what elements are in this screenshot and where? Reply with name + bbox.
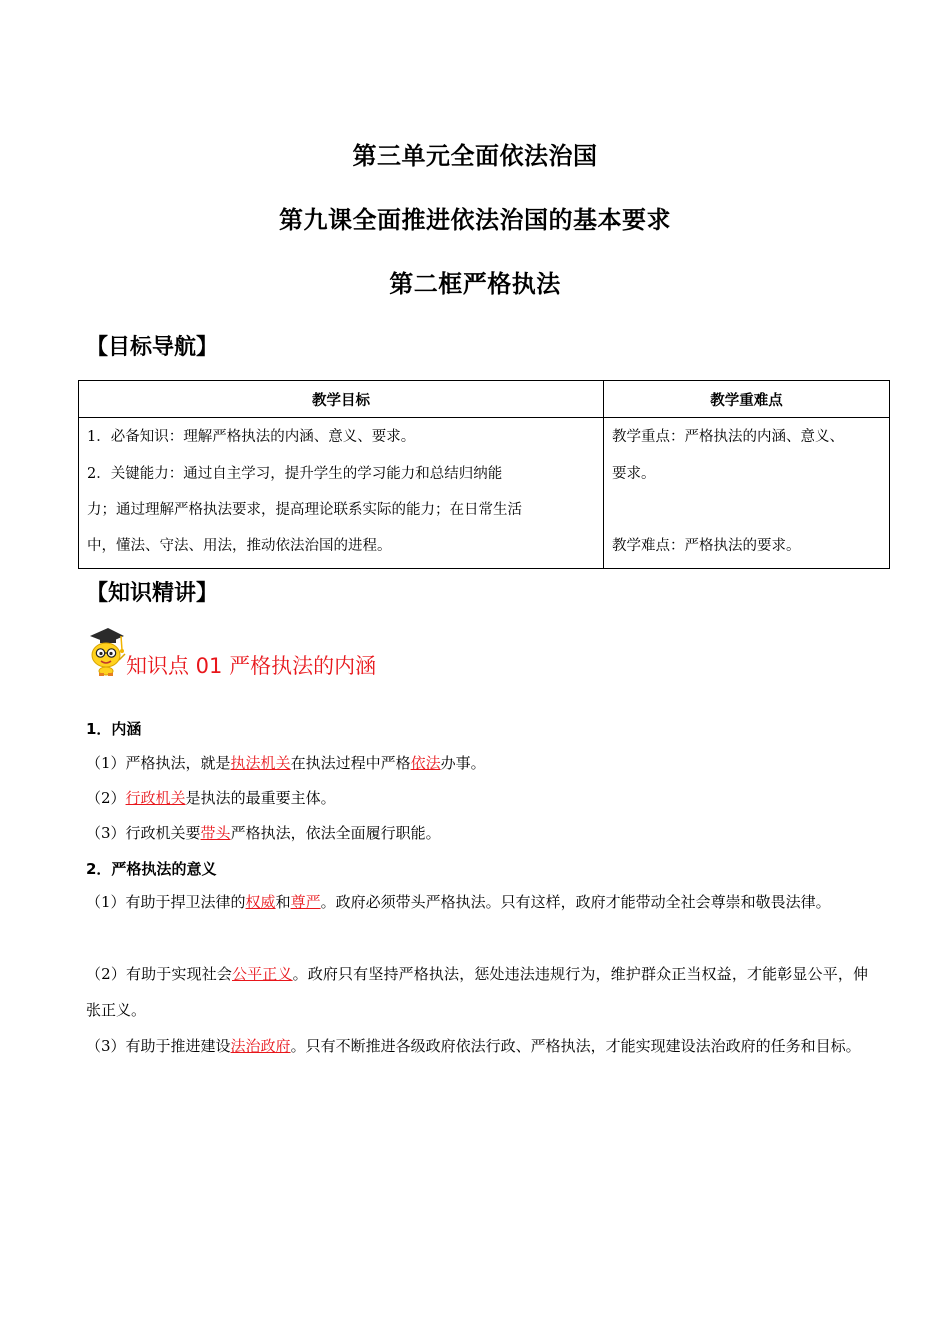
knowledge-point-title: 知识点 01 严格执法的内涵 — [126, 654, 377, 678]
text: 办事。 — [440, 754, 486, 772]
key-points-line: 教学重点：严格执法的内涵、意义、 — [612, 429, 844, 445]
text: 。政府只有坚持严格执法，惩处违法违规行为，维护群众正当权益，才能彰显公平，伸张正义。 — [86, 965, 868, 1019]
goal-line: 1．必备知识：理解严格执法的内涵、意义、要求。 — [87, 429, 416, 445]
connotation-item-2 — [86, 787, 336, 808]
graduate-owl-icon — [86, 624, 126, 676]
key-points-column-header: 教学重难点 — [604, 381, 890, 418]
text: （3）有助于推进建设 — [86, 1037, 231, 1055]
knowledge-heading: 【知识精讲】 — [86, 581, 219, 606]
text: （1）严格执法，就是 — [86, 754, 231, 772]
connotation-item-1 — [86, 752, 486, 773]
frame-title: 第二框严格执法 — [389, 270, 561, 298]
connotation-item-3 — [86, 822, 441, 843]
goal-nav-heading: 【目标导航】 — [86, 335, 219, 360]
significance-item-1 — [86, 884, 868, 920]
text: （2）有助于实现社会 — [86, 965, 232, 983]
key-points-cell — [604, 418, 890, 569]
key-term: 公平正义 — [232, 965, 293, 983]
key-term: 执法机关 — [230, 754, 291, 772]
text: （3）行政机关要 — [86, 824, 201, 842]
key-term: 尊严 — [290, 893, 321, 911]
goal-line: 2．关键能力：通过自主学习，提升学生的学习能力和总结归纳能 — [87, 466, 503, 482]
text: 严格执法，依法全面履行职能。 — [230, 824, 441, 842]
section-heading-significance: 2．严格执法的意义 — [86, 860, 217, 878]
significance-item-2 — [86, 956, 868, 1028]
key-term: 行政机关 — [125, 789, 186, 807]
text: 在执法过程中严格 — [290, 754, 411, 772]
goal-line: 中，懂法、守法、用法，推动依法治国的进程。 — [87, 538, 392, 554]
text: （1）有助于捍卫法律的 — [86, 893, 246, 911]
unit-title: 第三单元全面依法治国 — [352, 142, 598, 170]
teaching-goals-table — [78, 380, 890, 569]
key-term: 依法 — [410, 754, 441, 772]
text: 是执法的最重要主体。 — [185, 789, 336, 807]
goals-column-header: 教学目标 — [79, 381, 604, 418]
lesson-title: 第九课全面推进依法治国的基本要求 — [279, 206, 671, 234]
goal-line: 力；通过理解严格执法要求，提高理论联系实际的能力；在日常生活 — [87, 502, 522, 518]
key-term: 权威 — [245, 893, 276, 911]
text: （2） — [86, 789, 126, 807]
section-heading-connotation: 1．内涵 — [86, 720, 142, 738]
key-term: 带头 — [200, 824, 231, 842]
text: 和 — [275, 893, 291, 911]
key-points-line: 要求。 — [612, 466, 656, 482]
key-term: 法治政府 — [230, 1037, 291, 1055]
difficulty-line: 教学难点：严格执法的要求。 — [612, 538, 801, 554]
significance-item-3 — [86, 1028, 868, 1064]
goals-cell — [79, 418, 604, 569]
text: 。政府必须带头严格执法。只有这样，政府才能带动全社会尊崇和敬畏法律。 — [320, 893, 831, 911]
text: 。只有不断推进各级政府依法行政、严格执法，才能实现建设法治政府的任务和目标。 — [290, 1037, 861, 1055]
